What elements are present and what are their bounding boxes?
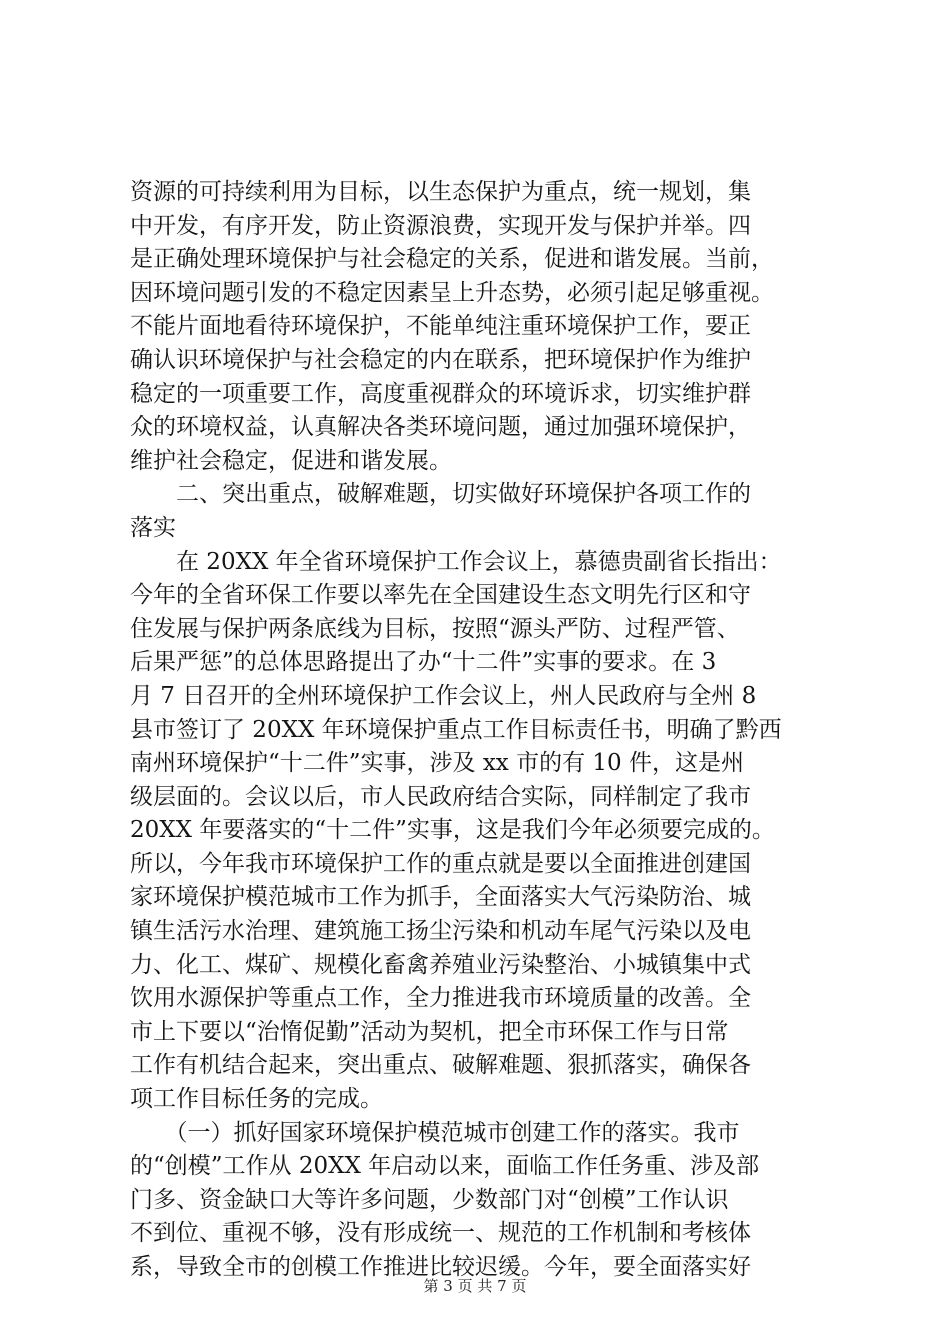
- text-line: 住发展与保护两条底线为目标，按照“源头严防、过程严管、: [130, 615, 740, 642]
- text-line: 门多、资金缺口大等许多问题，少数部门对“创模”工作认识: [130, 1186, 729, 1213]
- text-line: （一）抓好国家环境保护模范城市创建工作的落实。我市: [130, 1119, 740, 1146]
- text-line: 是正确处理环境保护与社会稳定的关系，促进和谐发展。当前，: [130, 246, 774, 273]
- text-line: 二、突出重点，破解难题，切实做好环境保护各项工作的: [130, 481, 751, 508]
- text-line: 县市签订了 20XX 年环境保护重点工作目标责任书，明确了黔西: [130, 716, 782, 743]
- text-line: 工作有机结合起来，突出重点、破解难题、狠抓落实，确保各: [130, 1052, 751, 1079]
- text-line: 后果严惩”的总体思路提出了办“十二件”实事的要求。在 3: [130, 649, 717, 676]
- text-line: 中开发，有序开发，防止资源浪费，实现开发与保护并举。四: [130, 212, 751, 239]
- text-line: 维护社会稳定，促进和谐发展。: [130, 447, 452, 474]
- text-line: 饮用水源保护等重点工作，全力推进我市环境质量的改善。全: [130, 985, 751, 1012]
- text-line: 家环境保护模范城市工作为抓手，全面落实大气污染防治、城: [130, 884, 751, 911]
- text-line: 镇生活污水治理、建筑施工扬尘污染和机动车尾气污染以及电: [130, 918, 751, 945]
- document-body: [130, 176, 832, 1285]
- text-line: 力、化工、煤矿、规模化畜禽养殖业污染整治、小城镇集中式: [130, 951, 751, 978]
- text-line: 南州环境保护“十二件”实事，涉及 xx 市的有 10 件，这是州: [130, 750, 744, 777]
- text-line: 确认识环境保护与社会稳定的内在联系，把环境保护作为维护: [130, 346, 751, 373]
- text-line: 资源的可持续利用为目标，以生态保护为重点，统一规划，集: [130, 179, 751, 205]
- text-line: 落实: [130, 514, 176, 541]
- text-line: 系，导致全市的创模工作推进比较迟缓。今年，要全面落实好: [130, 1254, 751, 1280]
- text-line: 在 20XX 年全省环境保护工作会议上，慕德贵副省长指出：: [130, 548, 782, 575]
- text-line: 项工作目标任务的完成。: [130, 1086, 383, 1113]
- text-line: 市上下要以“治惰促勤”活动为契机，把全市环保工作与日常: [130, 1018, 729, 1045]
- text-line: 所以，今年我市环境保护工作的重点就是要以全面推进创建国: [130, 850, 751, 877]
- text-line: 的“创模”工作从 20XX 年启动以来，面临工作任务重、涉及部: [130, 1153, 760, 1180]
- text-line: 稳定的一项重要工作，高度重视群众的环境诉求，切实维护群: [130, 380, 751, 407]
- text-line: 月 7 日召开的全州环境保护工作会议上，州人民政府与全州 8: [130, 682, 757, 709]
- text-line: 因环境问题引发的不稳定因素呈上升态势，必须引起足够重视。: [130, 279, 774, 306]
- text-line: 众的环境权益，认真解决各类环境问题，通过加强环境保护，: [130, 414, 751, 441]
- page-footer: 第 3 页 共 7 页: [423, 1277, 527, 1295]
- text-line: 级层面的。会议以后，市人民政府结合实际，同样制定了我市: [130, 783, 751, 810]
- text-line: 不到位、重视不够，没有形成统一、规范的工作机制和考核体: [130, 1220, 751, 1247]
- text-line: 不能片面地看待环境保护，不能单纯注重环境保护工作，要正: [130, 313, 751, 340]
- text-line: 今年的全省环保工作要以率先在全国建设生态文明先行区和守: [130, 582, 751, 609]
- text-line: 20XX 年要落实的“十二件”实事，这是我们今年必须要完成的。: [130, 817, 775, 844]
